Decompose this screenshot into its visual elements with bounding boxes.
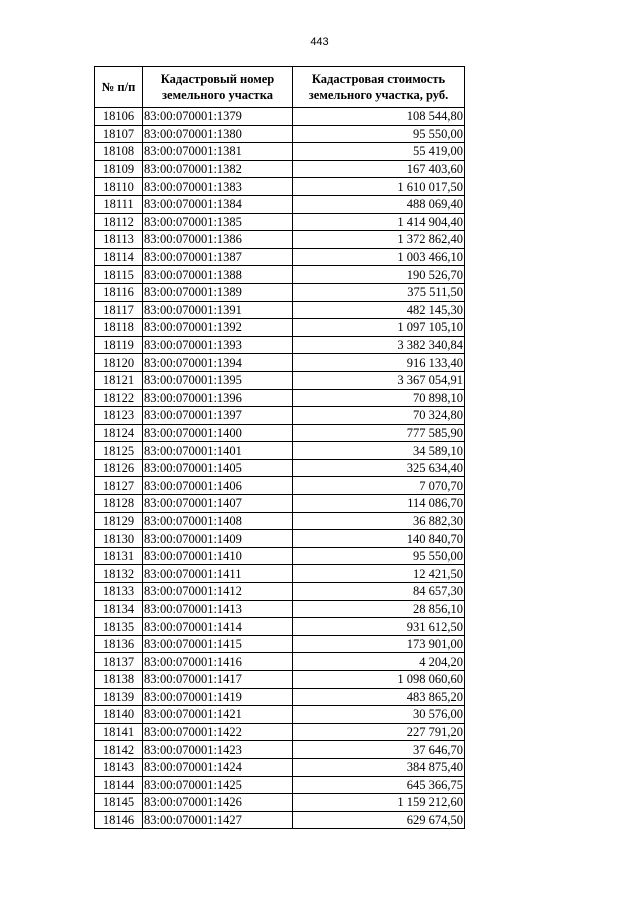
table-row	[95, 301, 465, 319]
table-row	[95, 635, 465, 653]
row-number-cell: 18142	[95, 741, 143, 759]
table-row	[95, 653, 465, 671]
row-number-cell: 18146	[95, 811, 143, 829]
row-number-cell: 18141	[95, 723, 143, 741]
table-row	[95, 459, 465, 477]
cadastral-number-cell: 83:00:070001:1423	[143, 741, 293, 759]
table-row	[95, 195, 465, 213]
table-row	[95, 547, 465, 565]
cadastral-number-cell: 83:00:070001:1411	[143, 565, 293, 583]
table-row	[95, 442, 465, 460]
table-row	[95, 618, 465, 636]
table-row	[95, 319, 465, 337]
cadastral-value-cell: 4 204,20	[293, 653, 465, 671]
cadastral-number-cell: 83:00:070001:1415	[143, 635, 293, 653]
row-number-cell: 18145	[95, 794, 143, 812]
row-number-cell: 18130	[95, 530, 143, 548]
cadastral-number-cell: 83:00:070001:1396	[143, 389, 293, 407]
cadastral-number-cell: 83:00:070001:1417	[143, 671, 293, 689]
cadastral-value-cell: 375 511,50	[293, 283, 465, 301]
cadastral-value-cell: 140 840,70	[293, 530, 465, 548]
cadastral-number-cell: 83:00:070001:1388	[143, 266, 293, 284]
table-row	[95, 248, 465, 266]
table-row	[95, 371, 465, 389]
table-row	[95, 512, 465, 530]
row-number-cell: 18129	[95, 512, 143, 530]
row-number-cell: 18118	[95, 319, 143, 337]
row-number-cell: 18109	[95, 160, 143, 178]
cadastral-number-cell: 83:00:070001:1416	[143, 653, 293, 671]
cadastral-value-cell: 37 646,70	[293, 741, 465, 759]
row-number-cell: 18137	[95, 653, 143, 671]
table-row	[95, 424, 465, 442]
cadastral-value-cell: 1 372 862,40	[293, 231, 465, 249]
page-number: 443	[310, 36, 329, 48]
table-row	[95, 407, 465, 425]
cadastral-value-cell: 173 901,00	[293, 635, 465, 653]
cadastral-number-cell: 83:00:070001:1391	[143, 301, 293, 319]
table-row	[95, 178, 465, 196]
cadastral-number-cell: 83:00:070001:1425	[143, 776, 293, 794]
cadastral-value-cell: 1 098 060,60	[293, 671, 465, 689]
row-number-cell: 18140	[95, 706, 143, 724]
row-number-cell: 18126	[95, 459, 143, 477]
row-number-cell: 18116	[95, 283, 143, 301]
row-number-cell: 18138	[95, 671, 143, 689]
table-row	[95, 671, 465, 689]
table-row	[95, 283, 465, 301]
row-number-cell: 18117	[95, 301, 143, 319]
table-row	[95, 600, 465, 618]
cadastral-value-cell: 70 324,80	[293, 407, 465, 425]
cadastral-value-cell: 483 865,20	[293, 688, 465, 706]
cadastral-number-cell: 83:00:070001:1386	[143, 231, 293, 249]
row-number-cell: 18108	[95, 143, 143, 161]
cadastral-number-cell: 83:00:070001:1394	[143, 354, 293, 372]
table-body	[95, 108, 465, 829]
cadastral-number-cell: 83:00:070001:1385	[143, 213, 293, 231]
row-number-cell: 18125	[95, 442, 143, 460]
row-number-cell: 18143	[95, 758, 143, 776]
table-row	[95, 530, 465, 548]
cadastral-value-cell: 645 366,75	[293, 776, 465, 794]
cadastral-value-cell: 488 069,40	[293, 195, 465, 213]
row-number-cell: 18122	[95, 389, 143, 407]
cadastral-value-cell: 3 382 340,84	[293, 336, 465, 354]
row-number-cell: 18121	[95, 371, 143, 389]
cadastral-value-cell: 95 550,00	[293, 547, 465, 565]
row-number-cell: 18106	[95, 108, 143, 126]
cadastral-value-cell: 1 610 017,50	[293, 178, 465, 196]
table-row	[95, 336, 465, 354]
cadastral-value-cell: 7 070,70	[293, 477, 465, 495]
cadastral-value-cell: 227 791,20	[293, 723, 465, 741]
cadastral-value-cell: 95 550,00	[293, 125, 465, 143]
row-number-cell: 18144	[95, 776, 143, 794]
column-header-number: № п/п	[95, 67, 143, 108]
table-row	[95, 565, 465, 583]
table-row	[95, 758, 465, 776]
cadastral-value-cell: 629 674,50	[293, 811, 465, 829]
header-row	[95, 67, 465, 108]
table-row	[95, 266, 465, 284]
table-row	[95, 811, 465, 829]
cadastral-value-cell: 12 421,50	[293, 565, 465, 583]
cadastral-number-cell: 83:00:070001:1419	[143, 688, 293, 706]
cadastral-value-cell: 325 634,40	[293, 459, 465, 477]
cadastral-value-cell: 777 585,90	[293, 424, 465, 442]
table-row	[95, 389, 465, 407]
cadastral-number-cell: 83:00:070001:1384	[143, 195, 293, 213]
cadastral-value-cell: 28 856,10	[293, 600, 465, 618]
table-row	[95, 495, 465, 513]
row-number-cell: 18107	[95, 125, 143, 143]
cadastral-number-cell: 83:00:070001:1408	[143, 512, 293, 530]
cadastral-value-cell: 1 159 212,60	[293, 794, 465, 812]
cadastral-value-cell: 30 576,00	[293, 706, 465, 724]
cadastral-number-cell: 83:00:070001:1393	[143, 336, 293, 354]
row-number-cell: 18128	[95, 495, 143, 513]
table-row	[95, 213, 465, 231]
cadastral-value-cell: 916 133,40	[293, 354, 465, 372]
table-row	[95, 231, 465, 249]
table-row	[95, 776, 465, 794]
row-number-cell: 18111	[95, 195, 143, 213]
table-row	[95, 723, 465, 741]
table-header	[95, 67, 465, 108]
cadastral-value-cell: 190 526,70	[293, 266, 465, 284]
cadastral-value-cell: 1 003 466,10	[293, 248, 465, 266]
table-row	[95, 706, 465, 724]
cadastral-number-cell: 83:00:070001:1407	[143, 495, 293, 513]
cadastral-value-cell: 167 403,60	[293, 160, 465, 178]
cadastral-number-cell: 83:00:070001:1382	[143, 160, 293, 178]
cadastral-value-cell: 84 657,30	[293, 583, 465, 601]
row-number-cell: 18136	[95, 635, 143, 653]
cadastral-value-cell: 482 145,30	[293, 301, 465, 319]
cadastral-number-cell: 83:00:070001:1401	[143, 442, 293, 460]
cadastral-value-table	[94, 66, 465, 829]
table-row	[95, 160, 465, 178]
row-number-cell: 18113	[95, 231, 143, 249]
row-number-cell: 18119	[95, 336, 143, 354]
cadastral-number-cell: 83:00:070001:1410	[143, 547, 293, 565]
table-row	[95, 688, 465, 706]
cadastral-number-cell: 83:00:070001:1405	[143, 459, 293, 477]
cadastral-value-cell: 3 367 054,91	[293, 371, 465, 389]
cadastral-value-cell: 108 544,80	[293, 108, 465, 126]
cadastral-value-cell: 36 882,30	[293, 512, 465, 530]
table-row	[95, 108, 465, 126]
cadastral-number-cell: 83:00:070001:1422	[143, 723, 293, 741]
cadastral-value-cell: 34 589,10	[293, 442, 465, 460]
table-row	[95, 477, 465, 495]
cadastral-number-cell: 83:00:070001:1414	[143, 618, 293, 636]
row-number-cell: 18124	[95, 424, 143, 442]
table-row	[95, 794, 465, 812]
cadastral-number-cell: 83:00:070001:1381	[143, 143, 293, 161]
cadastral-number-cell: 83:00:070001:1421	[143, 706, 293, 724]
cadastral-number-cell: 83:00:070001:1424	[143, 758, 293, 776]
cadastral-value-cell: 70 898,10	[293, 389, 465, 407]
row-number-cell: 18115	[95, 266, 143, 284]
row-number-cell: 18114	[95, 248, 143, 266]
row-number-cell: 18133	[95, 583, 143, 601]
row-number-cell: 18123	[95, 407, 143, 425]
cadastral-number-cell: 83:00:070001:1380	[143, 125, 293, 143]
cadastral-number-cell: 83:00:070001:1395	[143, 371, 293, 389]
cadastral-number-cell: 83:00:070001:1392	[143, 319, 293, 337]
cadastral-number-cell: 83:00:070001:1379	[143, 108, 293, 126]
row-number-cell: 18110	[95, 178, 143, 196]
table-row	[95, 125, 465, 143]
row-number-cell: 18131	[95, 547, 143, 565]
cadastral-number-cell: 83:00:070001:1397	[143, 407, 293, 425]
row-number-cell: 18112	[95, 213, 143, 231]
row-number-cell: 18127	[95, 477, 143, 495]
column-header-cadastral-number: Кадастровый номер земельного участка	[143, 67, 293, 108]
row-number-cell: 18139	[95, 688, 143, 706]
cadastral-number-cell: 83:00:070001:1412	[143, 583, 293, 601]
cadastral-number-cell: 83:00:070001:1389	[143, 283, 293, 301]
cadastral-number-cell: 83:00:070001:1413	[143, 600, 293, 618]
cadastral-number-cell: 83:00:070001:1426	[143, 794, 293, 812]
cadastral-value-cell: 1 414 904,40	[293, 213, 465, 231]
row-number-cell: 18120	[95, 354, 143, 372]
cadastral-number-cell: 83:00:070001:1409	[143, 530, 293, 548]
cadastral-value-cell: 931 612,50	[293, 618, 465, 636]
table-row	[95, 741, 465, 759]
table-row	[95, 583, 465, 601]
cadastral-value-cell: 114 086,70	[293, 495, 465, 513]
cadastral-number-cell: 83:00:070001:1400	[143, 424, 293, 442]
row-number-cell: 18132	[95, 565, 143, 583]
cadastral-value-cell: 1 097 105,10	[293, 319, 465, 337]
cadastral-number-cell: 83:00:070001:1383	[143, 178, 293, 196]
cadastral-value-cell: 55 419,00	[293, 143, 465, 161]
cadastral-value-cell: 384 875,40	[293, 758, 465, 776]
cadastral-number-cell: 83:00:070001:1406	[143, 477, 293, 495]
cadastral-number-cell: 83:00:070001:1427	[143, 811, 293, 829]
row-number-cell: 18135	[95, 618, 143, 636]
table-row	[95, 354, 465, 372]
cadastral-number-cell: 83:00:070001:1387	[143, 248, 293, 266]
row-number-cell: 18134	[95, 600, 143, 618]
table-row	[95, 143, 465, 161]
column-header-cadastral-value: Кадастровая стоимость земельного участка, руб.	[293, 67, 465, 108]
